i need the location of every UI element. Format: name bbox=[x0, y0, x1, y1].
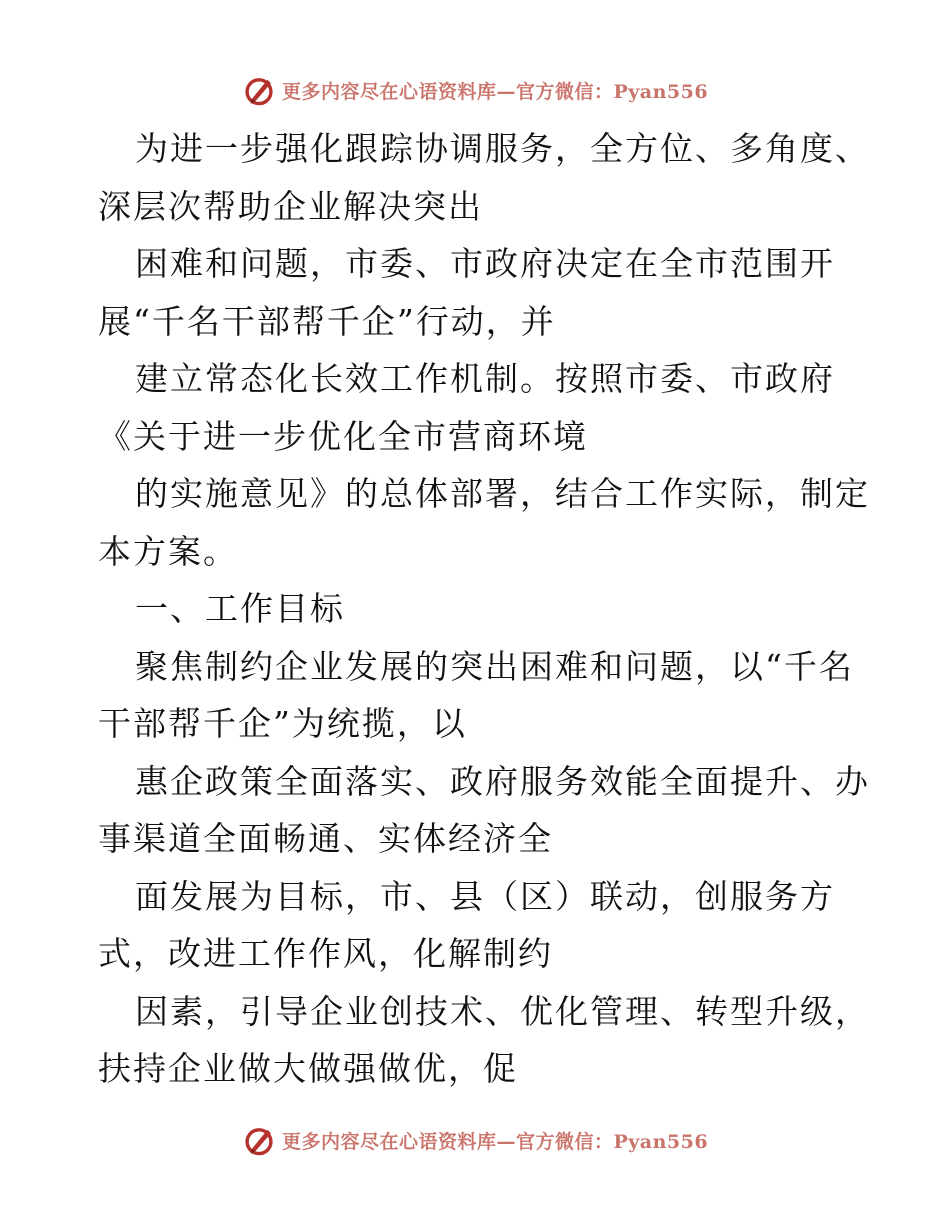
pen-logo-icon bbox=[242, 73, 276, 107]
text-line: 困难和问题，市委、市政府决定在全市范围开 bbox=[135, 244, 835, 283]
text-line: 深层次帮助企业解决突出 bbox=[98, 186, 483, 226]
text-line: 事渠道全面畅通、实体经济全 bbox=[98, 819, 553, 858]
footer-banner bbox=[0, 1120, 950, 1160]
header-banner bbox=[0, 70, 950, 110]
text-line: 式，改进工作作风，化解制约 bbox=[98, 934, 553, 973]
pen-logo-icon bbox=[242, 1123, 276, 1157]
text-line: 因素，引导企业创技术、优化管理、转型升级， bbox=[135, 991, 870, 1031]
section-heading: 一、工作目标 bbox=[135, 589, 345, 628]
document-body bbox=[98, 120, 870, 1098]
text-line: 《关于进一步优化全市营商环境 bbox=[98, 416, 588, 456]
footer-banner-text: 更多内容尽在心语资料库—官方微信：Pyan556 bbox=[281, 1130, 709, 1153]
text-line: 为进一步强化跟踪协调服务，全方位、多角度、 bbox=[135, 129, 870, 168]
text-line: 聚焦制约企业发展的突出困难和问题，以“千名 bbox=[135, 646, 854, 686]
header-banner-text: 更多内容尽在心语资料库—官方微信：Pyan556 bbox=[281, 80, 709, 103]
text-line: 本方案。 bbox=[98, 531, 238, 571]
text-line: 惠企政策全面落实、政府服务效能全面提升、办 bbox=[135, 761, 870, 801]
text-line: 面发展为目标，市、县（区）联动，创服务方 bbox=[135, 876, 835, 916]
text-line: 扶持企业做大做强做优，促 bbox=[98, 1049, 518, 1088]
text-line: 干部帮千企”为统揽，以 bbox=[98, 704, 467, 743]
text-line: 展“千名干部帮千企”行动，并 bbox=[98, 301, 556, 341]
text-line: 建立常态化长效工作机制。按照市委、市政府 bbox=[135, 359, 835, 398]
text-line: 的实施意见》的总体部署，结合工作实际，制定 bbox=[135, 474, 870, 513]
